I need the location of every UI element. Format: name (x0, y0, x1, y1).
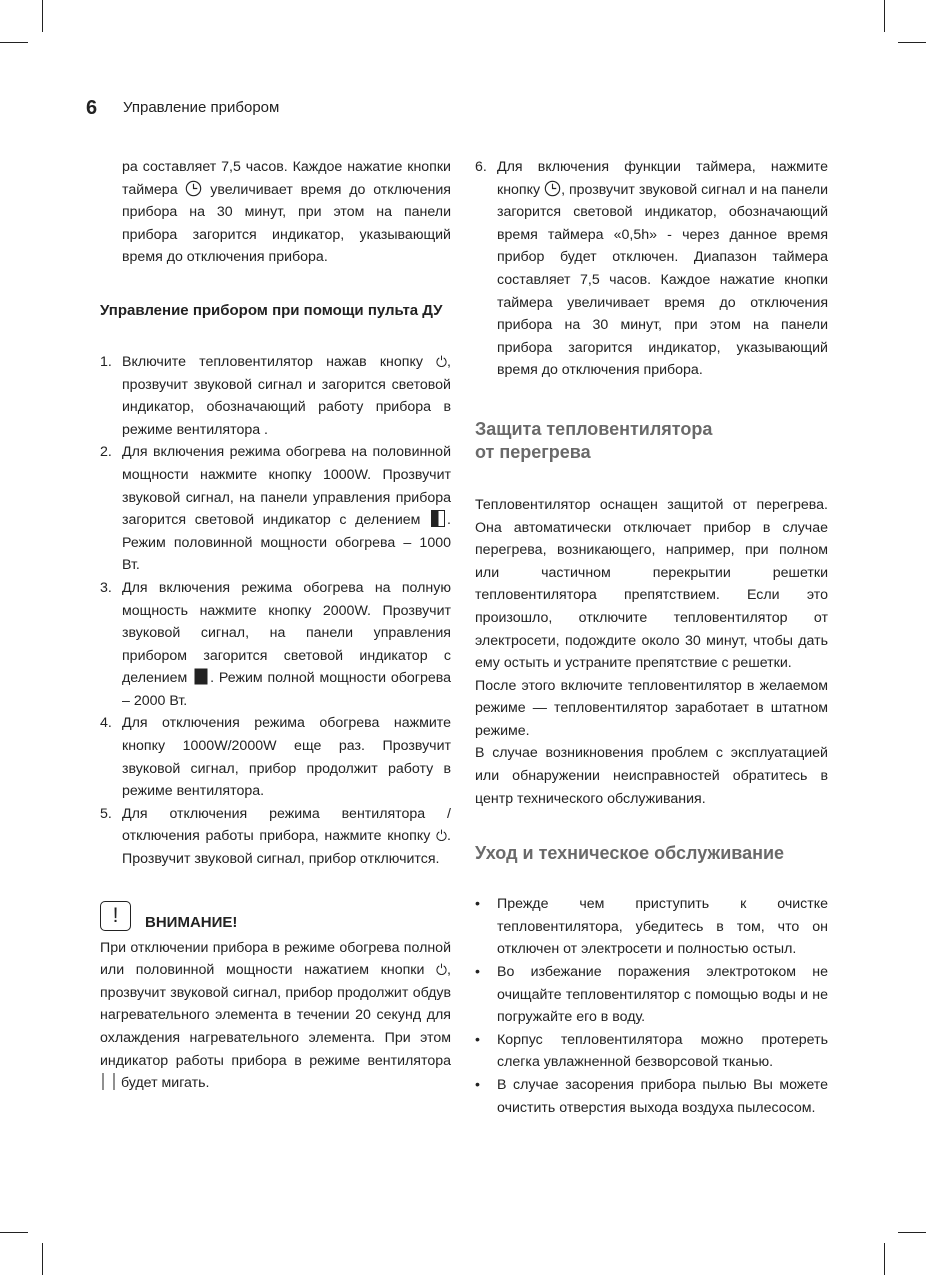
page-title: Управление прибором (123, 99, 280, 116)
care-list (475, 893, 828, 1119)
crop-mark (898, 1232, 926, 1233)
left-column (100, 156, 451, 1095)
timer-intro-paragraph: ра составляет 7,5 часов. Каждое нажатие кнопки таймера увеличивает время до отключения прибора на 30 минут, при этом на панели прибора загорится индикатор, указывающий время до отключения прибора. (122, 159, 451, 266)
warning-icon: ! (100, 901, 131, 931)
warning-title: ВНИМАНИЕ! (145, 913, 238, 931)
remote-control-heading: Управление прибором при помощи пульта ДУ (100, 301, 443, 319)
list-item: 5. Для отключения режима вентилятора / отключения работы прибора, нажмите кнопку . Прозвучит звуковой сигнал, прибор отключится. (100, 805, 451, 868)
full-power-indicator-icon (194, 668, 208, 685)
crop-mark (898, 42, 926, 43)
power-icon (436, 355, 447, 367)
list-item: • В случае засорения прибора пылью Вы можете очистить отверстия выхода воздуха пылесосом. (475, 1077, 828, 1116)
right-column (475, 156, 828, 1119)
timer-icon (185, 180, 202, 197)
overheat-paragraph: В случае возникновения проблем с эксплуатацией или обнаружении неисправностей обратитесь в центр технического обслуживания. (475, 745, 828, 807)
overheat-heading: Защита тепловентилятора от перегрева (475, 418, 713, 462)
remote-steps-list (100, 351, 451, 871)
crop-mark (884, 0, 885, 32)
crop-mark (884, 1243, 885, 1275)
warning-paragraph: При отключении прибора в режиме обогрева полной или половинной мощности нажатием кнопки , прозвучит звуковой сигнал, прибор продолжит обдув нагревательного элемента в течении 20 секунд для охлаждения нагревательного элемента. При этом индикатор работы прибора в режиме вентилятора будет мигать. (100, 939, 451, 1092)
list-item: • Во избежание поражения электротоком не очищайте тепловентилятор с помощью воды и не погружайте его в воду. (475, 964, 828, 1026)
list-item: 2. Для включения режима обогрева на половинной мощности нажмите кнопку 1000W. Прозвучит звуковой сигнал, на панели управления прибора загорится световой индикатор с делением . Режим половинной мощности обогрева – 1000 Вт. (100, 444, 451, 574)
list-item: 3. Для включения режима обогрева на полную мощность нажмите кнопку 2000W. Прозвучит звуковой сигнал, на панели управления прибором загорится световой индикатор с делением . Режим полной мощности обогрева – 2000 Вт. (100, 579, 451, 709)
care-heading: Уход и техническое обслуживание (475, 843, 785, 864)
half-power-indicator-icon (431, 510, 445, 527)
timer-icon (544, 180, 561, 197)
crop-mark (0, 42, 28, 43)
overheat-paragraph: После этого включите тепловентилятор в желаемом режиме — тепловентилятор заработает в штатном режиме. (475, 677, 828, 739)
list-item: 4. Для отключения режима обогрева нажмите кнопку 1000W/2000W еще раз. Прозвучит звуковой сигнал, прибор продолжит работу в режиме вентилятора. (100, 715, 451, 800)
crop-mark (42, 1243, 43, 1275)
power-icon (436, 829, 447, 841)
power-icon (436, 963, 447, 975)
page-number: 6 (86, 97, 98, 119)
list-item: • Прежде чем приступить к очистке тепловентилятора, убедитесь в том, что он отключен от электросети и полностью остыл. (475, 896, 828, 958)
list-item: • Корпус тепловентилятора можно протереть слегка увлажненной безворсовой тканью. (475, 1031, 828, 1071)
warning-header (100, 901, 451, 935)
crop-mark (0, 1232, 28, 1233)
crop-mark (42, 0, 43, 32)
overheat-paragraph: Тепловентилятор оснащен защитой от перегрева. Она автоматически отключает прибор в случае перегрева, возникающего, например, при полном или частичном перекрытии решетки тепловентилятора препятствием. Если это произошло, отключите тепловентилятор от электросети, подождите около 30 минут, чтобы дать ему остыть и устраните препятствие с решетки. (475, 496, 828, 672)
list-item: 1. Включите тепловентилятор нажав кнопку , прозвучит звуковой сигнал и загорится световой индикатор, обозначающий работу прибора в режиме вентилятора . (100, 353, 451, 438)
fan-mode-indicator-icon (102, 1073, 115, 1090)
list-item: 6. Для включения функции таймера, нажмите кнопку , прозвучит звуковой сигнал и на панели загорится световой индикатор, обозначающий время таймера «0,5h» - через данное время прибор будет отключен. Диапазон таймера составляет 7,5 часов. Каждое нажатие кнопки таймера увеличивает время до отключения прибора на 30 минут, при этом на панели прибора загорится индикатор, указывающий время до отключения прибора. (475, 159, 828, 379)
